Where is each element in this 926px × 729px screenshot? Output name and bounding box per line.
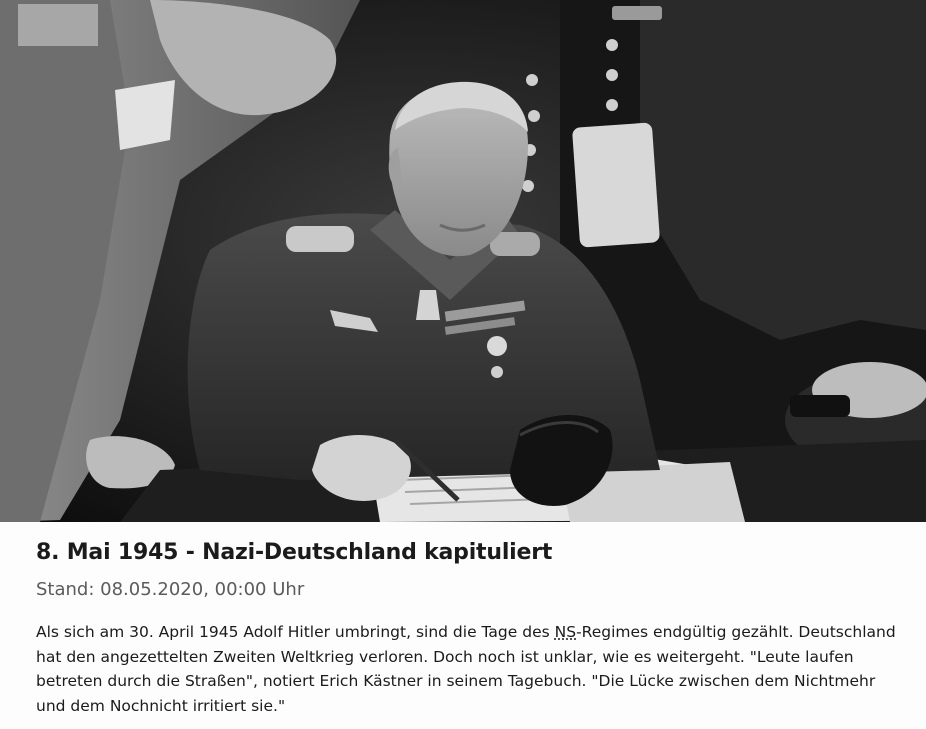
article-timestamp: Stand: 08.05.2020, 00:00 Uhr	[36, 579, 305, 600]
article-text	[0, 522, 926, 729]
article-headline[interactable]: 8. Mai 1945 - Nazi-Deutschland kapituliert	[36, 540, 553, 565]
teaser-text-part-1: Als sich am 30. April 1945 Adolf Hitler umbringt, sind die Tage des	[36, 623, 555, 641]
abbreviation-ns[interactable]: NS	[554, 623, 577, 641]
article-teaser-text	[36, 620, 896, 718]
teaser-text-part-2: -Regimes endgültig gezählt. Deutschland hat den angezettelten Zweiten Weltkrieg verloren. Doch noch ist unklar, wie es weitergeht. "Leute laufen betreten durch die Straßen", notiert Erich Kästner in seinem Tagebuch. "Die Lücke zwischen dem Nichtmehr und dem Nochnicht irritiert sie."	[36, 623, 896, 715]
